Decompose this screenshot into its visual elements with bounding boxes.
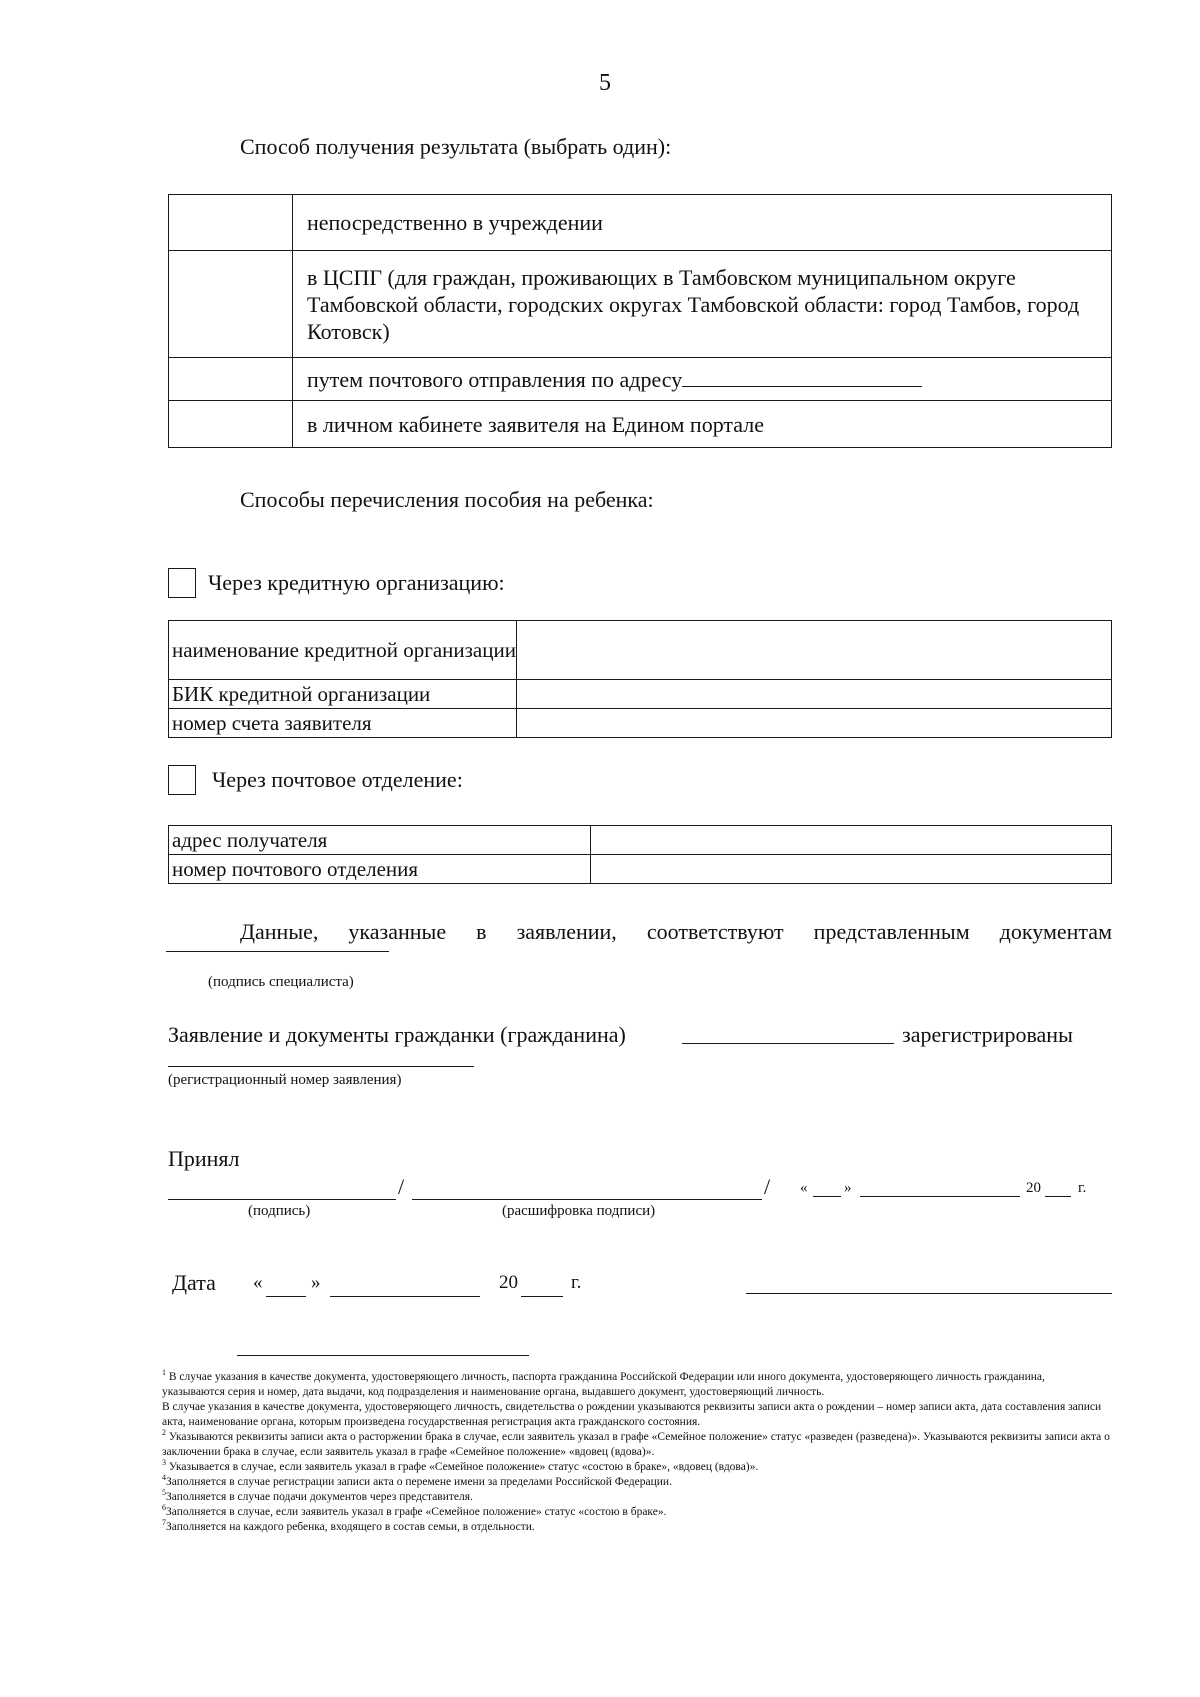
- footnote-text: Заполняется в случае подачи документов через представителя.: [166, 1491, 473, 1503]
- registration-text-before: Заявление и документы гражданки (гражданина): [168, 1022, 626, 1047]
- date-day-blank[interactable]: [266, 1296, 306, 1297]
- registration-number-caption: (регистрационный номер заявления): [168, 1072, 402, 1088]
- footnotes: [162, 1370, 1110, 1535]
- accepted-slash: /: [398, 1174, 405, 1199]
- post-office-number-label: номер почтового отделения: [169, 855, 591, 884]
- result-option-checkbox-cell[interactable]: [169, 251, 293, 358]
- footnote: [162, 1490, 1110, 1505]
- result-option-checkbox-cell[interactable]: [169, 358, 293, 401]
- accepted-month-blank[interactable]: [860, 1196, 1020, 1197]
- recipient-address-field[interactable]: [591, 826, 1112, 855]
- applicant-signature-line[interactable]: [746, 1293, 1112, 1294]
- accepted-year-prefix: 20: [1026, 1180, 1041, 1196]
- result-option-label: путем почтового отправления по адресу: [307, 366, 683, 392]
- footnote-separator: [237, 1355, 529, 1356]
- footnote-text: Заполняется в случае, если заявитель указал в графе «Семейное положение» статус «состою в браке».: [166, 1506, 667, 1518]
- result-option-row: [169, 401, 1112, 448]
- bank-details-row: [169, 621, 1112, 680]
- post-details-row: [169, 826, 1112, 855]
- bank-details-row: [169, 709, 1112, 738]
- applicant-name-line[interactable]: [682, 1043, 894, 1044]
- footnote-text: В случае указания в качестве документа, удостоверяющего личность, паспорта гражданина Российской Федерации или иного документа, удостоверяющего личность гражданина, указываются серия и номер, дата выдачи, код подразделения и наименование органа, выдавшего документ, удостоверяющий личность.: [162, 1371, 1045, 1398]
- footnote-text: Заполняется на каждого ребенка, входящего в состав семьи, в отдельности.: [166, 1521, 535, 1533]
- footnote-text: Заполняется в случае регистрации записи акта о перемене имени за пределами Российской Федерации.: [166, 1476, 672, 1488]
- result-option-row: [169, 358, 1112, 401]
- result-option-row: [169, 251, 1112, 358]
- accepted-signature-line[interactable]: [168, 1199, 396, 1200]
- footnote-mark: 6: [162, 1503, 166, 1513]
- bank-bik-label: БИК кредитной организации: [169, 680, 517, 709]
- accepted-decoding-caption: (расшифровка подписи): [502, 1203, 656, 1219]
- bank-details-table: [168, 620, 1112, 738]
- date-month-blank[interactable]: [330, 1296, 480, 1297]
- verification-statement: Данные, указанные в заявлении, соответствуют представленным документам: [240, 919, 1112, 944]
- footnote-mark: 5: [162, 1488, 166, 1498]
- footnote-mark: 3: [162, 1458, 166, 1468]
- post-details-table: [168, 825, 1112, 884]
- result-option-label: в личном кабинете заявителя на Едином портале: [293, 401, 1112, 448]
- page-number: 5: [599, 70, 611, 96]
- footnote-mark: 4: [162, 1473, 166, 1483]
- specialist-signature-caption: (подпись специалиста): [208, 974, 354, 990]
- date-quote-close: »: [311, 1272, 321, 1293]
- date-year-suffix: г.: [571, 1272, 582, 1293]
- date-year-prefix: 20: [499, 1272, 518, 1293]
- footnote-text: В случае указания в качестве документа, удостоверяющего личность, свидетельства о рождении указываются реквизиты записи акта о рождении – номер записи акта, дата составления записи акта, наименование органа, которым произведена государственная регистрация акта гражданского состояния.: [162, 1401, 1102, 1428]
- post-transfer-label: Через почтовое отделение:: [212, 767, 463, 792]
- post-transfer-checkbox[interactable]: [168, 765, 196, 795]
- accepted-quote-open: «: [800, 1180, 808, 1196]
- footnote-mark: 1: [162, 1368, 166, 1378]
- accepted-year-suffix: г.: [1078, 1180, 1087, 1196]
- result-option-label: непосредственно в учреждении: [293, 195, 1112, 251]
- registration-text-after: зарегистрированы: [902, 1022, 1073, 1047]
- footnote: [162, 1460, 1110, 1475]
- footnote-mark: 2: [162, 1428, 166, 1438]
- accepted-label: Принял: [168, 1146, 240, 1171]
- date-label: Дата: [172, 1270, 216, 1295]
- account-number-label: номер счета заявителя: [169, 709, 517, 738]
- account-number-field[interactable]: [517, 709, 1112, 738]
- accepted-quote-close: »: [844, 1180, 852, 1196]
- postal-address-blank[interactable]: [682, 368, 922, 387]
- result-option-label: в ЦСПГ (для граждан, проживающих в Тамбовском муниципальном округе Тамбовской области, городских округах Тамбовской области: город Тамбов, город Котовск): [293, 251, 1112, 358]
- specialist-signature-line[interactable]: [166, 951, 389, 952]
- result-method-table: [168, 194, 1112, 448]
- date-quote-open: «: [253, 1272, 263, 1293]
- bank-name-field[interactable]: [517, 621, 1112, 680]
- date-year-blank[interactable]: [521, 1296, 563, 1297]
- recipient-address-label: адрес получателя: [169, 826, 591, 855]
- footnote: [162, 1505, 1110, 1520]
- bank-transfer-checkbox[interactable]: [168, 568, 196, 598]
- accepted-year-blank[interactable]: [1045, 1196, 1071, 1197]
- result-option-row: [169, 195, 1112, 251]
- bank-name-label: наименование кредитной организации: [169, 621, 517, 680]
- accepted-slash: /: [764, 1174, 771, 1199]
- accepted-decoding-line[interactable]: [412, 1199, 762, 1200]
- accepted-signature-caption: (подпись): [248, 1203, 311, 1219]
- registration-number-line[interactable]: [168, 1066, 474, 1067]
- transfer-method-heading: Способы перечисления пособия на ребенка:: [240, 487, 654, 512]
- result-option-checkbox-cell[interactable]: [169, 195, 293, 251]
- footnote: [162, 1430, 1110, 1460]
- result-option-checkbox-cell[interactable]: [169, 401, 293, 448]
- post-office-number-field[interactable]: [591, 855, 1112, 884]
- result-method-heading: Способ получения результата (выбрать один):: [240, 134, 672, 159]
- bank-details-row: [169, 680, 1112, 709]
- footnote-mark: 7: [162, 1518, 166, 1528]
- footnote: [162, 1475, 1110, 1490]
- bank-bik-field[interactable]: [517, 680, 1112, 709]
- result-option-cell: [293, 358, 1112, 401]
- footnote: [162, 1370, 1110, 1400]
- accepted-day-blank[interactable]: [813, 1196, 841, 1197]
- footnote: [162, 1520, 1110, 1535]
- footnote: [162, 1400, 1110, 1430]
- footnote-text: Указываются реквизиты записи акта о расторжении брака в случае, если заявитель указал в графе «Семейное положение» статус «разведен (разведена)». Указываются реквизиты записи акта о заключении брака в случае, если заявитель указал в графе «Семейное положение» «вдовец (вдова)».: [162, 1431, 1110, 1458]
- bank-transfer-label: Через кредитную организацию:: [208, 570, 505, 595]
- post-details-row: [169, 855, 1112, 884]
- footnote-text: Указывается в случае, если заявитель указал в графе «Семейное положение» статус «состою в браке», «вдовец (вдова)».: [168, 1461, 759, 1473]
